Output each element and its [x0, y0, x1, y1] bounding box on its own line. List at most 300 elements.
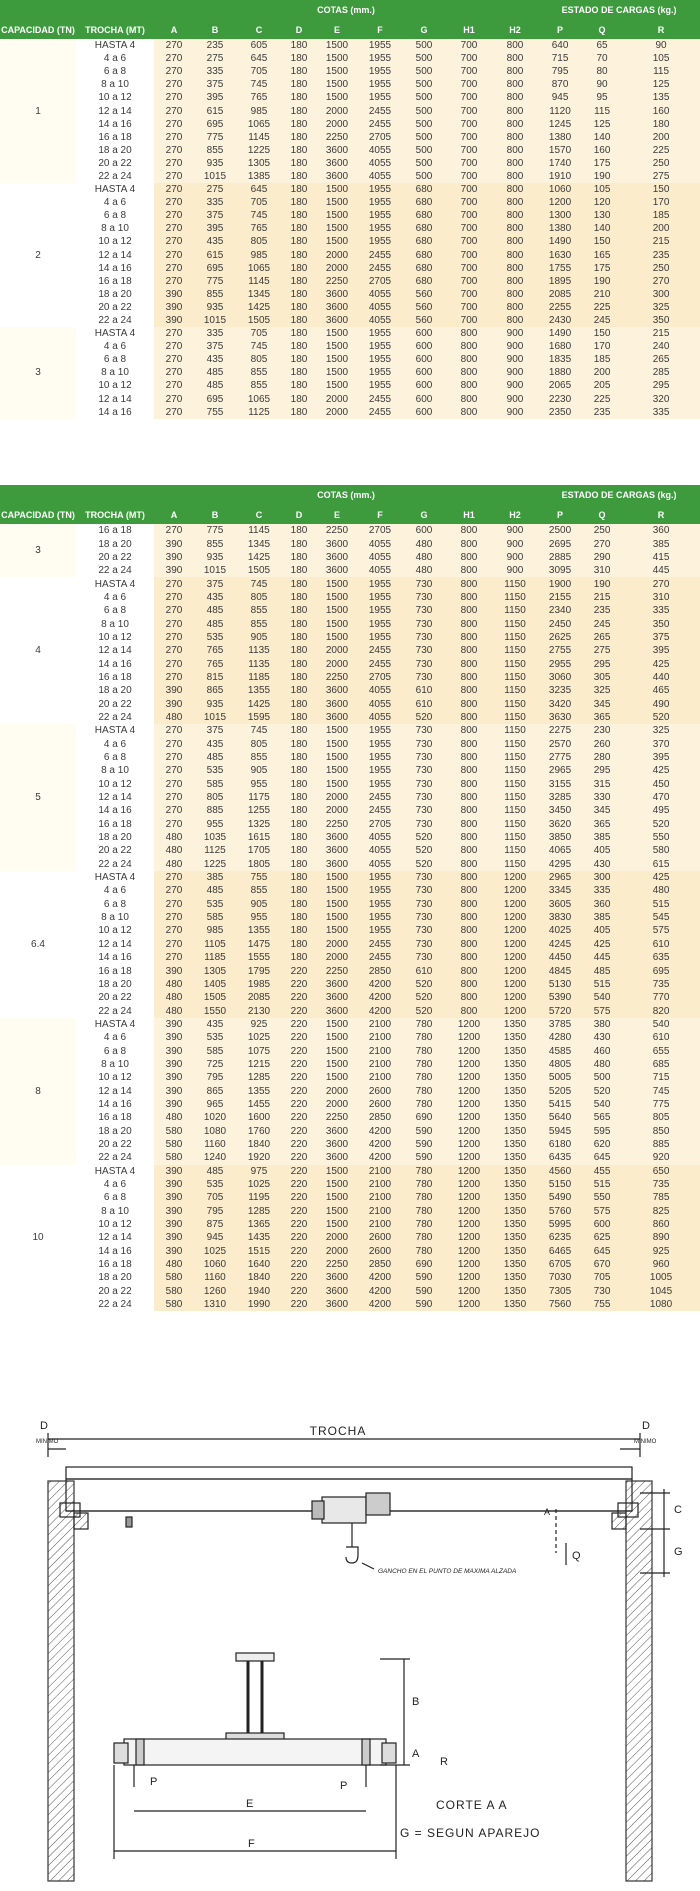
value-cell: 1500 — [316, 1218, 358, 1231]
value-cell: 485 — [582, 964, 622, 977]
trocha-cell: 8 a 10 — [101, 618, 129, 630]
value-cell: 3600 — [316, 564, 358, 577]
value-cell: 1705 — [236, 844, 282, 857]
value-cell: 1350 — [492, 1258, 538, 1271]
value-cell: 200 — [582, 366, 622, 379]
capacity-cell: 1 — [0, 39, 76, 183]
table-row — [0, 393, 700, 406]
table-row — [0, 327, 700, 340]
value-cell: 680 — [402, 196, 446, 209]
value-cell: 705 — [582, 1271, 622, 1284]
trocha-cell: 14 a 16 — [98, 406, 132, 418]
value-cell: 1955 — [358, 65, 402, 78]
value-cell: 580 — [154, 1138, 194, 1151]
value-cell: 1350 — [492, 1231, 538, 1244]
trocha-cell: 14 a 16 — [98, 658, 132, 670]
trocha-cell: 4 a 6 — [103, 53, 127, 65]
table-row — [0, 1245, 700, 1258]
column-header: A — [154, 20, 194, 39]
trocha-cell: HASTA 4 — [94, 40, 136, 52]
value-cell: 1555 — [236, 951, 282, 964]
trocha-cell: 4 a 6 — [103, 885, 127, 897]
value-cell: 1500 — [316, 209, 358, 222]
value-cell: 1240 — [194, 1151, 236, 1164]
value-cell: 860 — [622, 1218, 700, 1231]
value-cell: 800 — [446, 327, 492, 340]
value-cell: 1500 — [316, 78, 358, 91]
value-cell: 800 — [446, 631, 492, 644]
value-cell: 780 — [402, 1165, 446, 1178]
value-cell: 700 — [446, 144, 492, 157]
value-cell: 270 — [154, 871, 194, 884]
value-cell: 1145 — [236, 524, 282, 537]
value-cell: 815 — [194, 671, 236, 684]
value-cell: 865 — [194, 684, 236, 697]
value-cell: 180 — [282, 631, 316, 644]
column-header: H2 — [492, 20, 538, 39]
trocha-cell: 6 a 8 — [103, 1045, 127, 1057]
value-cell: 480 — [154, 1111, 194, 1124]
value-cell: 515 — [582, 978, 622, 991]
table-row — [0, 1178, 700, 1191]
value-cell: 4065 — [538, 844, 582, 857]
value-cell: 1840 — [236, 1138, 282, 1151]
value-cell: 375 — [194, 577, 236, 590]
value-cell: 1200 — [492, 991, 538, 1004]
trocha-cell: 18 a 20 — [98, 538, 132, 550]
value-cell: 800 — [446, 738, 492, 751]
trocha-cell: 20 a 22 — [98, 301, 132, 313]
trocha-cell: 22 a 24 — [98, 1005, 132, 1017]
value-cell: 335 — [194, 196, 236, 209]
value-cell: 180 — [282, 314, 316, 327]
value-cell: 1350 — [492, 1018, 538, 1031]
value-cell: 180 — [282, 340, 316, 353]
value-cell: 590 — [402, 1151, 446, 1164]
value-cell: 1065 — [236, 262, 282, 275]
cotas-header: COTAS (mm.) — [154, 0, 538, 20]
value-cell: 220 — [282, 1178, 316, 1191]
value-cell: 745 — [236, 209, 282, 222]
capacity-cell: 3 — [0, 524, 76, 577]
value-cell: 600 — [402, 524, 446, 537]
value-cell: 900 — [492, 524, 538, 537]
value-cell: 700 — [446, 170, 492, 183]
value-cell: 1500 — [316, 1031, 358, 1044]
value-cell: 2100 — [358, 1165, 402, 1178]
value-cell: 730 — [402, 804, 446, 817]
value-cell: 500 — [402, 91, 446, 104]
value-cell: 1150 — [492, 684, 538, 697]
value-cell: 610 — [622, 1031, 700, 1044]
value-cell: 1955 — [358, 183, 402, 196]
value-cell: 520 — [402, 858, 446, 871]
value-cell: 7305 — [538, 1285, 582, 1298]
value-cell: 270 — [154, 778, 194, 791]
value-cell: 650 — [622, 1165, 700, 1178]
value-cell: 185 — [582, 353, 622, 366]
value-cell: 635 — [622, 951, 700, 964]
value-cell: 90 — [582, 78, 622, 91]
d-label-right: D — [642, 1420, 650, 1432]
value-cell: 220 — [282, 1111, 316, 1124]
value-cell: 2000 — [316, 951, 358, 964]
value-cell: 180 — [282, 764, 316, 777]
value-cell: 1150 — [492, 751, 538, 764]
value-cell: 535 — [194, 631, 236, 644]
value-cell: 1245 — [538, 118, 582, 131]
value-cell: 390 — [154, 684, 194, 697]
value-cell: 250 — [622, 157, 700, 170]
value-cell: 560 — [402, 301, 446, 314]
table-row — [0, 1258, 700, 1271]
value-cell: 130 — [582, 209, 622, 222]
value-cell: 2000 — [316, 118, 358, 131]
value-cell: 1500 — [316, 52, 358, 65]
value-cell: 1955 — [358, 235, 402, 248]
table-row — [0, 844, 700, 857]
value-cell: 2705 — [358, 275, 402, 288]
value-cell: 855 — [236, 884, 282, 897]
value-cell: 2000 — [316, 644, 358, 657]
value-cell: 180 — [282, 78, 316, 91]
value-cell: 680 — [402, 249, 446, 262]
value-cell: 295 — [582, 764, 622, 777]
table-row — [0, 991, 700, 1004]
value-cell: 270 — [154, 657, 194, 670]
value-cell: 600 — [402, 393, 446, 406]
value-cell: 1025 — [236, 1178, 282, 1191]
table-row — [0, 738, 700, 751]
trocha-cell: HASTA 4 — [94, 725, 136, 737]
value-cell: 500 — [402, 157, 446, 170]
value-cell: 295 — [582, 657, 622, 670]
value-cell: 485 — [194, 604, 236, 617]
value-cell: 370 — [622, 738, 700, 751]
value-cell: 730 — [402, 898, 446, 911]
value-cell: 680 — [402, 209, 446, 222]
value-cell: 1200 — [446, 1258, 492, 1271]
value-cell: 1385 — [236, 170, 282, 183]
value-cell: 220 — [282, 1285, 316, 1298]
value-cell: 375 — [194, 340, 236, 353]
trocha-cell: 4 a 6 — [103, 1179, 127, 1191]
value-cell: 965 — [194, 1098, 236, 1111]
value-cell: 775 — [194, 275, 236, 288]
value-cell: 275 — [194, 52, 236, 65]
trocha-cell: 12 a 14 — [98, 1085, 132, 1097]
value-cell: 800 — [446, 711, 492, 724]
value-cell: 1150 — [492, 577, 538, 590]
value-cell: 600 — [402, 379, 446, 392]
value-cell: 1150 — [492, 858, 538, 871]
value-cell: 390 — [154, 1205, 194, 1218]
value-cell: 780 — [402, 1205, 446, 1218]
trocha-cell: 22 a 24 — [98, 565, 132, 577]
value-cell: 160 — [582, 144, 622, 157]
value-cell: 1255 — [236, 804, 282, 817]
value-cell: 515 — [622, 898, 700, 911]
value-cell: 3600 — [316, 991, 358, 1004]
value-cell: 800 — [446, 366, 492, 379]
table-row — [0, 222, 700, 235]
value-cell: 405 — [582, 844, 622, 857]
value-cell: 485 — [194, 751, 236, 764]
value-cell: 220 — [282, 1218, 316, 1231]
value-cell: 1060 — [194, 1258, 236, 1271]
column-header: H2 — [492, 505, 538, 524]
value-cell: 185 — [622, 209, 700, 222]
table-row — [0, 118, 700, 131]
value-cell: 1640 — [236, 1258, 282, 1271]
value-cell: 1150 — [492, 738, 538, 751]
trocha-cell: 10 a 12 — [98, 631, 132, 643]
value-cell: 180 — [282, 911, 316, 924]
value-cell: 1150 — [492, 657, 538, 670]
value-cell: 1200 — [492, 951, 538, 964]
trocha-cell: 18 a 20 — [98, 288, 132, 300]
value-cell: 1500 — [316, 591, 358, 604]
value-cell: 500 — [402, 52, 446, 65]
value-cell: 270 — [154, 78, 194, 91]
value-cell: 580 — [154, 1124, 194, 1137]
value-cell: 495 — [622, 804, 700, 817]
trocha-cell: 22 a 24 — [98, 858, 132, 870]
value-cell: 390 — [154, 964, 194, 977]
value-cell: 855 — [236, 751, 282, 764]
trocha-cell: 6 a 8 — [103, 210, 127, 222]
capacity-cell: 4 — [35, 645, 41, 657]
value-cell: 700 — [446, 209, 492, 222]
value-cell: 270 — [154, 524, 194, 537]
value-cell: 2965 — [538, 764, 582, 777]
value-cell: 2955 — [538, 657, 582, 670]
value-cell: 500 — [402, 78, 446, 91]
value-cell: 1350 — [492, 1031, 538, 1044]
value-cell: 4200 — [358, 1271, 402, 1284]
value-cell: 425 — [582, 938, 622, 951]
value-cell: 540 — [582, 991, 622, 1004]
value-cell: 535 — [194, 898, 236, 911]
trocha-cell: 22 a 24 — [98, 1152, 132, 1164]
table-row — [0, 831, 700, 844]
value-cell: 425 — [622, 764, 700, 777]
label-p-right: P — [340, 1780, 348, 1792]
value-cell: 945 — [194, 1231, 236, 1244]
value-cell: 800 — [492, 157, 538, 170]
table-row — [0, 235, 700, 248]
value-cell: 4200 — [358, 991, 402, 1004]
value-cell: 1500 — [316, 91, 358, 104]
value-cell: 5005 — [538, 1071, 582, 1084]
value-cell: 875 — [194, 1218, 236, 1231]
value-cell: 180 — [282, 301, 316, 314]
value-cell: 1955 — [358, 631, 402, 644]
value-cell: 1145 — [236, 275, 282, 288]
value-cell: 800 — [446, 978, 492, 991]
table-row — [0, 871, 700, 884]
table-row — [0, 724, 700, 737]
value-cell: 745 — [622, 1084, 700, 1097]
value-cell: 385 — [582, 831, 622, 844]
cotas-header: COTAS (mm.) — [154, 485, 538, 505]
value-cell: 1305 — [236, 157, 282, 170]
value-cell: 600 — [402, 340, 446, 353]
value-cell: 745 — [236, 577, 282, 590]
value-cell: 435 — [194, 235, 236, 248]
value-cell: 220 — [282, 1191, 316, 1204]
value-cell: 4200 — [358, 1138, 402, 1151]
value-cell: 325 — [622, 724, 700, 737]
value-cell: 765 — [194, 657, 236, 670]
value-cell: 1500 — [316, 631, 358, 644]
value-cell: 730 — [402, 791, 446, 804]
value-cell: 3600 — [316, 314, 358, 327]
value-cell: 945 — [538, 91, 582, 104]
value-cell: 885 — [194, 804, 236, 817]
value-cell: 335 — [622, 406, 700, 419]
value-cell: 2455 — [358, 804, 402, 817]
value-cell: 2885 — [538, 551, 582, 564]
value-cell: 2000 — [316, 804, 358, 817]
value-cell: 705 — [194, 1191, 236, 1204]
value-cell: 800 — [492, 78, 538, 91]
column-header: CAPACIDAD (TN) — [0, 505, 76, 524]
value-cell: 1200 — [446, 1165, 492, 1178]
trocha-cell: HASTA 4 — [94, 872, 136, 884]
table-row — [0, 938, 700, 951]
value-cell: 480 — [402, 551, 446, 564]
value-cell: 160 — [622, 104, 700, 117]
value-cell: 730 — [402, 657, 446, 670]
value-cell: 730 — [402, 751, 446, 764]
value-cell: 500 — [402, 65, 446, 78]
value-cell: 765 — [194, 644, 236, 657]
value-cell: 485 — [194, 379, 236, 392]
trocha-cell: HASTA 4 — [94, 328, 136, 340]
value-cell: 3600 — [316, 1004, 358, 1017]
value-cell: 730 — [402, 644, 446, 657]
trocha-cell: 6 a 8 — [103, 1192, 127, 1204]
trocha-cell: 4 a 6 — [103, 341, 127, 353]
table-row — [0, 1004, 700, 1017]
trocha-cell: 18 a 20 — [98, 685, 132, 697]
table-row — [0, 104, 700, 117]
value-cell: 220 — [282, 978, 316, 991]
value-cell: 1200 — [446, 1245, 492, 1258]
value-cell: 2100 — [358, 1031, 402, 1044]
value-cell: 1615 — [236, 831, 282, 844]
value-cell: 180 — [282, 183, 316, 196]
value-cell: 220 — [282, 1258, 316, 1271]
value-cell: 2155 — [538, 591, 582, 604]
value-cell: 1955 — [358, 924, 402, 937]
value-cell: 385 — [582, 911, 622, 924]
cargas-header: ESTADO DE CARGAS (kg.) — [538, 485, 700, 505]
value-cell: 800 — [446, 671, 492, 684]
value-cell: 1350 — [492, 1071, 538, 1084]
value-cell: 1350 — [492, 1271, 538, 1284]
value-cell: 800 — [446, 644, 492, 657]
value-cell: 210 — [582, 288, 622, 301]
value-cell: 680 — [402, 275, 446, 288]
value-cell: 935 — [194, 301, 236, 314]
value-cell: 1150 — [492, 778, 538, 791]
value-cell: 270 — [154, 884, 194, 897]
value-cell: 700 — [446, 288, 492, 301]
table-row — [0, 406, 700, 419]
column-header: TROCHA (MT) — [76, 20, 154, 39]
value-cell: 800 — [446, 657, 492, 670]
value-cell: 290 — [582, 551, 622, 564]
value-cell: 5760 — [538, 1205, 582, 1218]
value-cell: 2755 — [538, 644, 582, 657]
value-cell: 1200 — [446, 1044, 492, 1057]
value-cell: 180 — [282, 275, 316, 288]
trocha-cell: 16 a 18 — [98, 965, 132, 977]
value-cell: 285 — [622, 366, 700, 379]
value-cell: 800 — [446, 818, 492, 831]
table-row — [0, 144, 700, 157]
value-cell: 1345 — [236, 288, 282, 301]
column-header: TROCHA (MT) — [76, 505, 154, 524]
value-cell: 800 — [446, 898, 492, 911]
value-cell: 450 — [622, 778, 700, 791]
trocha-cell: 22 a 24 — [98, 711, 132, 723]
value-cell: 700 — [446, 301, 492, 314]
value-cell: 335 — [194, 327, 236, 340]
value-cell: 4055 — [358, 144, 402, 157]
value-cell: 800 — [446, 537, 492, 550]
value-cell: 1105 — [194, 938, 236, 951]
value-cell: 2000 — [316, 1084, 358, 1097]
table-row — [0, 671, 700, 684]
column-header: G — [402, 505, 446, 524]
value-cell: 2455 — [358, 262, 402, 275]
minimo-right: MINIMO — [634, 1439, 657, 1445]
value-cell: 430 — [582, 1031, 622, 1044]
value-cell: 270 — [154, 118, 194, 131]
value-cell: 900 — [492, 353, 538, 366]
hoist-drum — [322, 1497, 366, 1523]
value-cell: 325 — [582, 684, 622, 697]
table-row — [0, 684, 700, 697]
value-cell: 270 — [154, 327, 194, 340]
value-cell: 360 — [622, 524, 700, 537]
specs-table-2 — [0, 485, 700, 1311]
value-cell: 800 — [446, 604, 492, 617]
value-cell: 5130 — [538, 978, 582, 991]
value-cell: 535 — [194, 764, 236, 777]
value-cell: 6465 — [538, 1245, 582, 1258]
value-cell: 1285 — [236, 1205, 282, 1218]
left-wall — [48, 1481, 74, 1881]
value-cell: 4055 — [358, 844, 402, 857]
value-cell: 690 — [402, 1111, 446, 1124]
value-cell: 390 — [154, 1058, 194, 1071]
table-row — [0, 711, 700, 724]
hook — [346, 1547, 358, 1563]
value-cell: 1955 — [358, 379, 402, 392]
column-header: Q — [582, 20, 622, 39]
trocha-cell: 8 a 10 — [101, 1058, 129, 1070]
value-cell: 5995 — [538, 1218, 582, 1231]
value-cell: 705 — [236, 327, 282, 340]
value-cell: 800 — [446, 938, 492, 951]
trocha-cell: 18 a 20 — [98, 832, 132, 844]
trocha-cell: HASTA 4 — [94, 578, 136, 590]
value-cell: 2250 — [316, 1111, 358, 1124]
